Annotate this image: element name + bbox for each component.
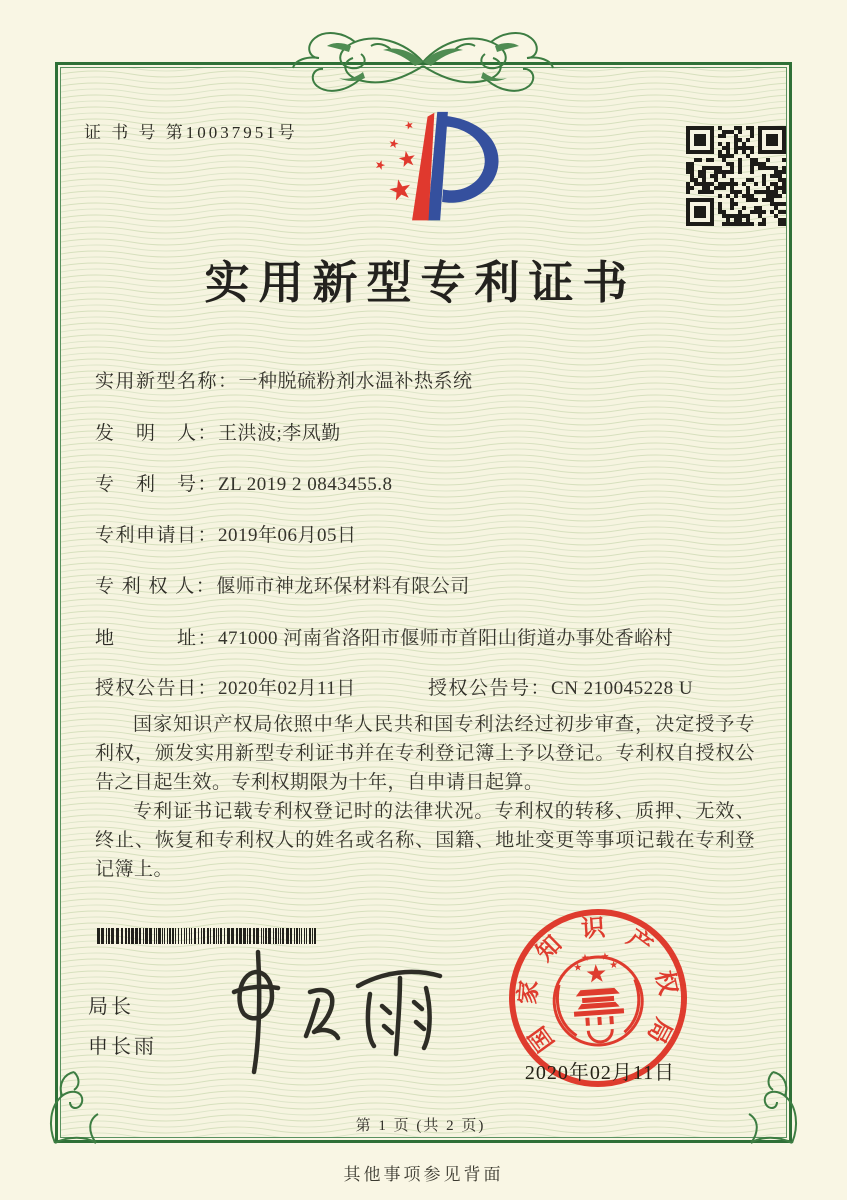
svg-text:局: 局 (641, 1013, 677, 1048)
seal-ring-text (509, 909, 687, 1058)
field-value: 王洪波;李凤勤 (218, 423, 341, 444)
legal-paragraph-2: 专利证书记载专利权登记时的法律状况。专利权的转移、质押、无效、终止、恢复和专利权人的姓名或名称、国籍、地址变更等事项记载在专利登记簿上。 (95, 801, 755, 880)
field-row-filing-date (95, 520, 357, 547)
field-label: 专利申请日： (95, 525, 219, 546)
field-row-grant (95, 673, 694, 700)
national-emblem-icon (551, 950, 645, 1048)
svg-text:识: 识 (580, 915, 607, 943)
field-value: 偃师市神龙环保材料有限公司 (216, 576, 470, 597)
cnipa-logo (352, 100, 507, 241)
legal-text-block (95, 710, 755, 884)
director-name: 申长雨 (88, 1036, 157, 1058)
field-label: 授权公告日： (95, 678, 219, 699)
grant-number-group (428, 673, 693, 700)
svg-text:产: 产 (621, 925, 657, 961)
svg-text:家: 家 (515, 979, 544, 1006)
director-title: 局长 (88, 996, 134, 1018)
field-value: 2019年06月05日 (218, 525, 357, 546)
page-number: 第 1 页 (共 2 页) (355, 1118, 486, 1134)
back-side-note: 其他事项参见背面 (343, 1165, 504, 1184)
field-label: 发 明 人： (95, 423, 219, 444)
legal-paragraph-1: 国家知识产权局依照中华人民共和国专利法经过初步审查，决定授予专利权，颁发实用新型专利证书并在专利登记簿上予以登记。专利权自授权公告之日起生效。专利权期限为十年，自申请日起算。 (95, 714, 755, 793)
qr-code-icon (686, 126, 786, 226)
field-value: ZL 2019 2 0843455.8 (218, 474, 393, 495)
field-label: 专 利 权 人： (95, 576, 217, 597)
svg-text:知: 知 (531, 931, 568, 967)
certificate-title: 实用新型专利证书 (204, 258, 637, 308)
field-row-patentee (95, 571, 470, 598)
cnipa-logo-icon (352, 100, 507, 236)
director-signature (218, 942, 453, 1077)
seal-date: 2020年02月11日 (524, 1062, 676, 1084)
field-row-inventor (95, 418, 341, 445)
svg-text:国: 国 (524, 1021, 560, 1056)
field-value: 2020年02月11日 (218, 678, 356, 699)
field-row-name (95, 366, 473, 393)
field-value: 471000 河南省洛阳市偃师市首阳山街道办事处香峪村 (218, 628, 674, 649)
field-value: 一种脱硫粉剂水温补热系统 (238, 371, 473, 392)
field-row-address (95, 623, 673, 650)
svg-text:权: 权 (650, 968, 681, 998)
certificate-number: 证 书 号 第10037951号 (84, 123, 298, 142)
field-label: 地 址： (95, 628, 219, 649)
field-row-patent-number (95, 469, 393, 496)
field-label: 授权公告号： (428, 678, 552, 699)
field-value: CN 210045228 U (551, 678, 694, 699)
qr-code (686, 126, 786, 231)
field-label: 专 利 号： (95, 474, 219, 495)
field-label: 实用新型名称： (95, 371, 239, 392)
